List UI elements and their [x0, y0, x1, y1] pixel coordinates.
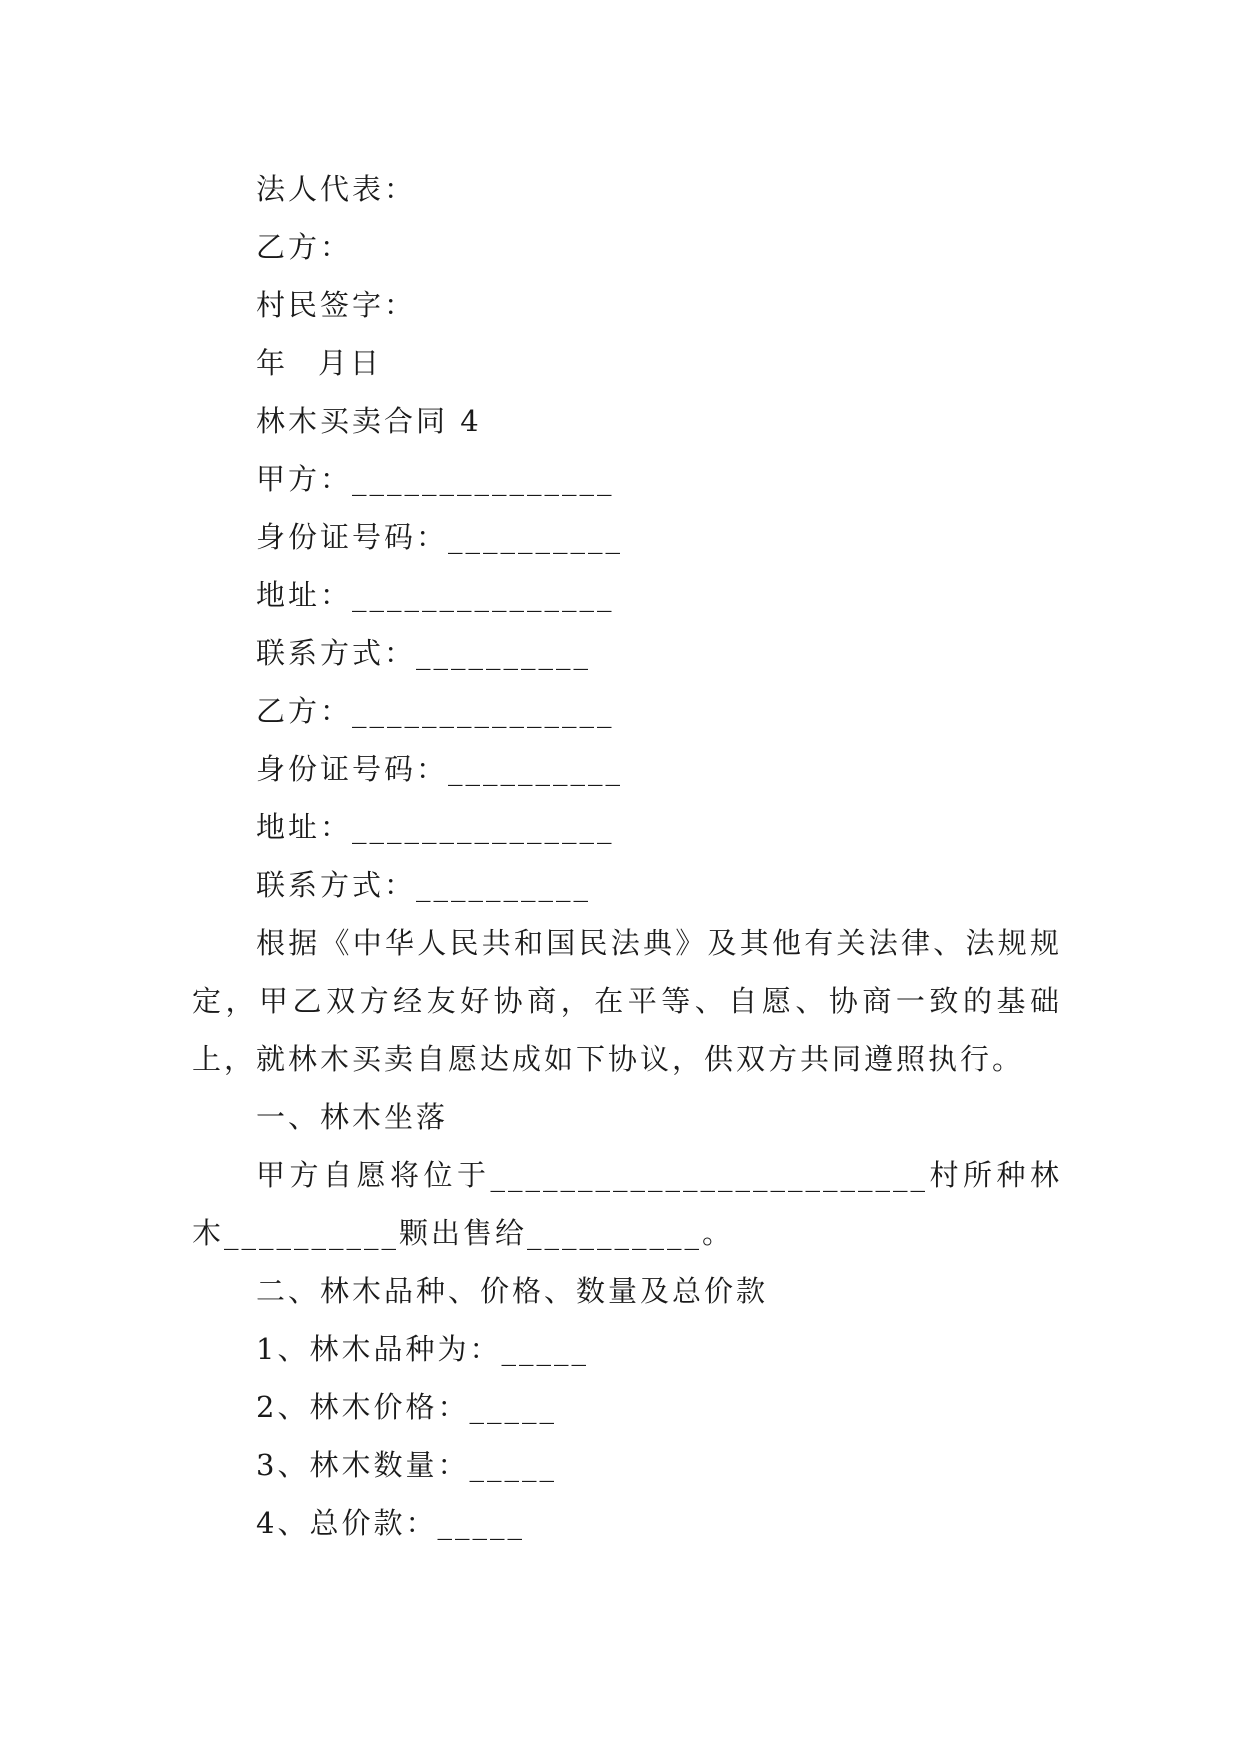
contract-body	[192, 160, 1062, 1552]
party-b-id-field: 身份证号码：__________	[256, 752, 624, 786]
section-heading-variety-price: 二、林木品种、价格、数量及总价款	[256, 1274, 769, 1308]
party-b-address-field: 地址：_______________	[256, 810, 615, 844]
item-total: 4、总价款：_____	[256, 1506, 525, 1540]
party-b-field: 乙方：_______________	[256, 694, 615, 728]
party-b-contact-field: 联系方式：__________	[256, 868, 592, 902]
party-a-id-field: 身份证号码：__________	[256, 520, 624, 554]
date-line	[192, 334, 1062, 392]
legal-representative-line: 法人代表：	[256, 172, 417, 206]
item-variety: 1、林木品种为：_____	[256, 1332, 589, 1366]
item-price: 2、林木价格：_____	[256, 1390, 557, 1424]
party-a-contact-field: 联系方式：__________	[256, 636, 592, 670]
section-heading-location: 一、林木坐落	[256, 1100, 449, 1134]
item-quantity: 3、林木数量：_____	[256, 1448, 557, 1482]
party-b-line: 乙方：	[256, 230, 353, 264]
party-a-field: 甲方：_______________	[256, 462, 615, 496]
party-a-address-field: 地址：_______________	[256, 578, 615, 612]
villager-signature-line: 村民签字：	[256, 288, 417, 322]
location-paragraph: 甲方自愿将位于_________________________村所种林木__________颗出售给__________。	[192, 1158, 1062, 1250]
date-month-day: 月日	[318, 346, 383, 380]
date-year: 年	[256, 346, 289, 380]
preamble-paragraph: 根据《中华人民共和国民法典》及其他有关法律、法规规定，甲乙双方经友好协商，在平等、自愿、协商一致的基础上，就林木买卖自愿达成如下协议，供双方共同遵照执行。	[192, 926, 1062, 1076]
contract-title: 林木买卖合同 4	[256, 404, 482, 438]
